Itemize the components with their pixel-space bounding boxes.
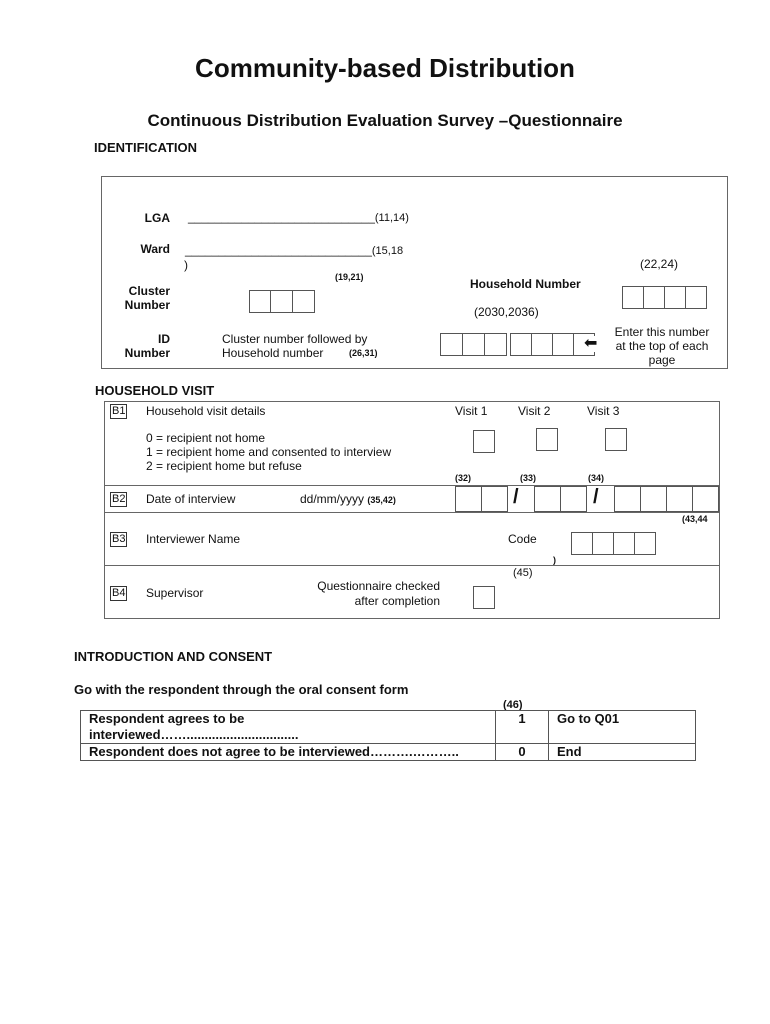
consent-option-value[interactable]: 0 bbox=[496, 744, 549, 761]
table-row bbox=[81, 711, 696, 744]
date-year-3[interactable] bbox=[666, 486, 693, 512]
id-digit-6[interactable] bbox=[552, 333, 574, 356]
b1-option-0: 0 = recipient not home bbox=[146, 431, 266, 445]
date-day-1[interactable] bbox=[455, 486, 482, 512]
ward-code-end: ) bbox=[184, 258, 188, 272]
divider bbox=[104, 512, 720, 513]
question-number-b1: B1 bbox=[112, 405, 126, 417]
id-label: ID Number bbox=[124, 332, 170, 360]
consent-option-line2: interviewed……............................... bbox=[89, 727, 299, 742]
page-title: Community-based Distribution bbox=[195, 53, 575, 83]
lga-field[interactable]: ____________________________(11,14) bbox=[188, 210, 409, 224]
id-digit-1[interactable] bbox=[440, 333, 463, 356]
id-digit-2[interactable] bbox=[462, 333, 485, 356]
supervisor-check-box[interactable] bbox=[473, 586, 495, 609]
cluster-digit-1[interactable] bbox=[249, 290, 271, 313]
household-code-right: (22,24) bbox=[640, 257, 679, 271]
visit-1-box[interactable] bbox=[473, 430, 495, 453]
visit-1-code: (32) bbox=[455, 473, 472, 483]
interviewer-code-digit-3[interactable] bbox=[613, 532, 635, 555]
date-year-4[interactable] bbox=[692, 486, 719, 512]
visit-1-label: Visit 1 bbox=[455, 404, 488, 418]
visit-2-code: (33) bbox=[520, 473, 537, 483]
date-slash: / bbox=[513, 486, 519, 508]
b2-label: Date of interview bbox=[146, 492, 236, 506]
divider bbox=[104, 565, 720, 566]
enter-note: Enter this number at the top of each page bbox=[614, 325, 710, 367]
date-day-2[interactable] bbox=[481, 486, 508, 512]
consent-option-action: End bbox=[549, 744, 696, 761]
visit-2-box[interactable] bbox=[536, 428, 558, 451]
cluster-digit-2[interactable] bbox=[270, 290, 293, 313]
consent-code: (46) bbox=[503, 699, 523, 711]
consent-table bbox=[80, 710, 696, 761]
arrow-left-icon: ⬅ bbox=[584, 335, 598, 352]
visit-2-label: Visit 2 bbox=[518, 404, 551, 418]
code-label: Code bbox=[508, 532, 537, 546]
household-code: (2030,2036) bbox=[474, 305, 539, 319]
ward-label: Ward bbox=[140, 242, 170, 256]
household-digit-3[interactable] bbox=[664, 286, 686, 309]
household-digit-4[interactable] bbox=[685, 286, 707, 309]
household-digit-2[interactable] bbox=[643, 286, 665, 309]
b1-option-1: 1 = recipient home and consented to interview bbox=[146, 445, 392, 459]
date-year-2[interactable] bbox=[640, 486, 667, 512]
code-end: ) bbox=[553, 555, 556, 565]
id-code: (26,31) bbox=[349, 348, 378, 358]
identification-heading: IDENTIFICATION bbox=[94, 140, 198, 155]
id-digit-5[interactable] bbox=[531, 333, 553, 356]
cluster-label: Cluster Number bbox=[124, 284, 170, 312]
date-month-2[interactable] bbox=[560, 486, 587, 512]
page-subtitle: Continuous Distribution Evaluation Survey –Questionnaire bbox=[147, 111, 623, 130]
ward-code: (15,18 bbox=[371, 245, 404, 257]
visit-3-box[interactable] bbox=[605, 428, 627, 451]
ward-field[interactable]: ____________________________(15,18 bbox=[185, 243, 404, 257]
consent-option-text: Respondent does not agree to be interviewed……….……….. bbox=[81, 744, 496, 761]
b1-option-2: 2 = recipient home but refuse bbox=[146, 459, 302, 473]
interviewer-code-digit-1[interactable] bbox=[571, 532, 593, 555]
question-number-b2: B2 bbox=[112, 493, 126, 505]
date-code: (35,42) bbox=[367, 495, 396, 505]
visit-3-label: Visit 3 bbox=[587, 404, 620, 418]
consent-instruction: Go with the respondent through the oral consent form bbox=[74, 682, 409, 697]
consent-option-text bbox=[81, 711, 496, 744]
lga-label: LGA bbox=[144, 211, 170, 225]
lga-code: (11,14) bbox=[374, 212, 409, 224]
question-number-b4: B4 bbox=[112, 587, 126, 599]
consent-option-value[interactable]: 1 bbox=[496, 711, 549, 744]
id-desc-line1: Cluster number followed by bbox=[222, 332, 368, 346]
b3-code-right: (43,44 bbox=[682, 514, 708, 524]
b4-label: Supervisor bbox=[146, 586, 204, 600]
b3-label: Interviewer Name bbox=[146, 532, 241, 546]
consent-heading: INTRODUCTION AND CONSENT bbox=[74, 649, 273, 664]
cluster-code: (19,21) bbox=[335, 272, 364, 282]
id-digit-3[interactable] bbox=[484, 333, 507, 356]
check-line2: after completion bbox=[354, 594, 440, 608]
date-month-1[interactable] bbox=[534, 486, 561, 512]
date-year-1[interactable] bbox=[614, 486, 641, 512]
b1-label: Household visit details bbox=[146, 404, 266, 418]
cluster-digit-3[interactable] bbox=[292, 290, 315, 313]
table-row bbox=[81, 744, 696, 761]
consent-option-line1: Respondent agrees to be bbox=[89, 711, 245, 726]
household-digit-1[interactable] bbox=[622, 286, 644, 309]
date-format: dd/mm/yyyy (35,42) bbox=[300, 492, 396, 506]
id-desc-line2: Household number bbox=[222, 346, 324, 360]
consent-option-action: Go to Q01 bbox=[549, 711, 696, 744]
supervisor-code: (45) bbox=[513, 567, 533, 579]
household-label: Household Number bbox=[470, 277, 581, 291]
interviewer-code-digit-2[interactable] bbox=[592, 532, 614, 555]
visit-3-code: (34) bbox=[588, 473, 605, 483]
id-digit-4[interactable] bbox=[510, 333, 532, 356]
date-slash: / bbox=[593, 486, 599, 508]
check-line1: Questionnaire checked bbox=[317, 579, 440, 593]
household-visit-heading: HOUSEHOLD VISIT bbox=[95, 383, 215, 398]
interviewer-code-digit-4[interactable] bbox=[634, 532, 656, 555]
question-number-b3: B3 bbox=[112, 533, 126, 545]
